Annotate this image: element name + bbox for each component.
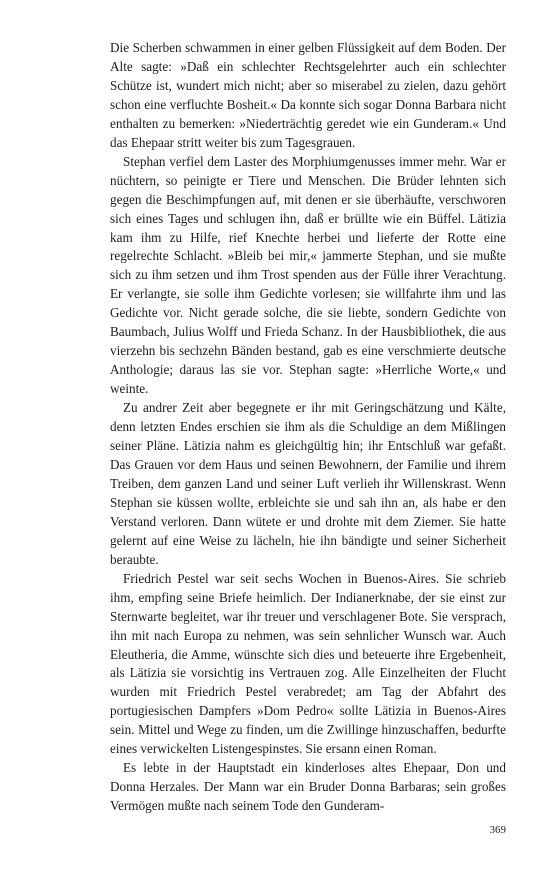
paragraph-5: Es lebte in der Hauptstadt ein kinderloses altes Ehepaar, Don und Donna Herzales. Der Mann war ein Bruder Donna Barbaras; sein großes Vermögen mußte nach seinem Tode den Gunderam- bbox=[110, 760, 506, 814]
page-body bbox=[110, 39, 506, 816]
paragraph-1: Die Scherben schwammen in einer gelben Flüssigkeit auf dem Boden. Der Alte sagte: »Daß ein schlechter Rechtsgelehrter auch ein schlechter Schütze ist, wundert mich nicht; aber so miserabel zu zielen, dazu gehört schon eine verfluchte Bosheit.« Da konnte sich sogar Donna Barbara nicht enthalten zu bemerken: »Niederträchtig geredet wie ein Gunderam.« Und das Ehepaar stritt weiter bis zum Tagesgrauen. bbox=[110, 40, 506, 150]
paragraph-4: Friedrich Pestel war seit sechs Wochen in Buenos-Aires. Sie schrieb ihm, empfing seine Briefe heimlich. Der Indianerknabe, der sie einst zur Sternwarte begleitet, war ihr treuer und verschlagener Bote. Sie versprach, ihn mit nach Europa zu nehmen, was sein sehnlicher Wunsch war. Auch Eleutheria, die Amme, wünschte sich dies und beteuerte ihre Ergebenheit, als Lätizia sie vorsichtig ins Vertrauen zog. Alle Einzelheiten der Flucht wurden mit Friedrich Pestel verabredet; am Tag der Abfahrt des portugiesischen Dampfers »Dom Pedro« sollte Lätizia in Buenos-Aires sein. Mittel und Wege zu finden, um die Zwillinge hinzuschaffen, bedurfte eines verwickelten Listengespinstes. Sie ersann einen Roman. bbox=[110, 570, 506, 757]
paragraph-2: Stephan verfiel dem Laster des Morphiumgenusses immer mehr. War er nüchtern, so peinigte er Tiere und Menschen. Die Brüder lehnten sich gegen die Beschimpfungen auf, mit denen er sie überhäufte, verschworen sich eines Tages und schlugen ihn, daß er brüllte wie ein Büffel. Lätizia kam ihm zu Hilfe, rief Knechte herbei und lieferte der Rotte eine regelrechte Schlacht. »Bleib bei mir,« jammerte Stephan, und sie mußte sich zu ihm setzen und ihm Trost spenden aus der Fülle ihrer Verachtung. Er verlangte, sie solle ihm Gedichte vorlesen; sie willfahrte ihm und las Gedichte vor. Nicht gerade solche, die sie liebte, sondern Gedichte von Baumbach, Julius Wolff und Frieda Schanz. In der Hausbibliothek, die aus vierzehn bis sechzehn Bänden bestand, gab es eine verschmierte deutsche Anthologie; daraus las sie vor. Stephan sagte: »Herrliche Worte,« und weinte. bbox=[110, 153, 506, 397]
page-number: 369 bbox=[489, 824, 506, 836]
paragraph-3: Zu andrer Zeit aber begegnete er ihr mit Geringschätzung und Kälte, denn letzten Endes erschien sie ihm als die Schuldige an dem Mißlingen seiner Pläne. Lätizia nahm es gleichgültig hin; ihr Entschluß war gefaßt. Das Grauen vor dem Haus und seinen Bewohnern, der Familie und ihrem Treiben, dem ganzen Land und seiner Luft verlieh ihr Willenskrast. Wenn Stephan sie küssen wollte, erbleichte sie und sah ihn an, als habe er den Verstand verloren. Dann wütete er und drohte mit dem Ziemer. Sie hatte gelernt auf eine Weise zu lächeln, hie ihn bändigte und seiner Sicherheit beraubte. bbox=[110, 400, 506, 567]
